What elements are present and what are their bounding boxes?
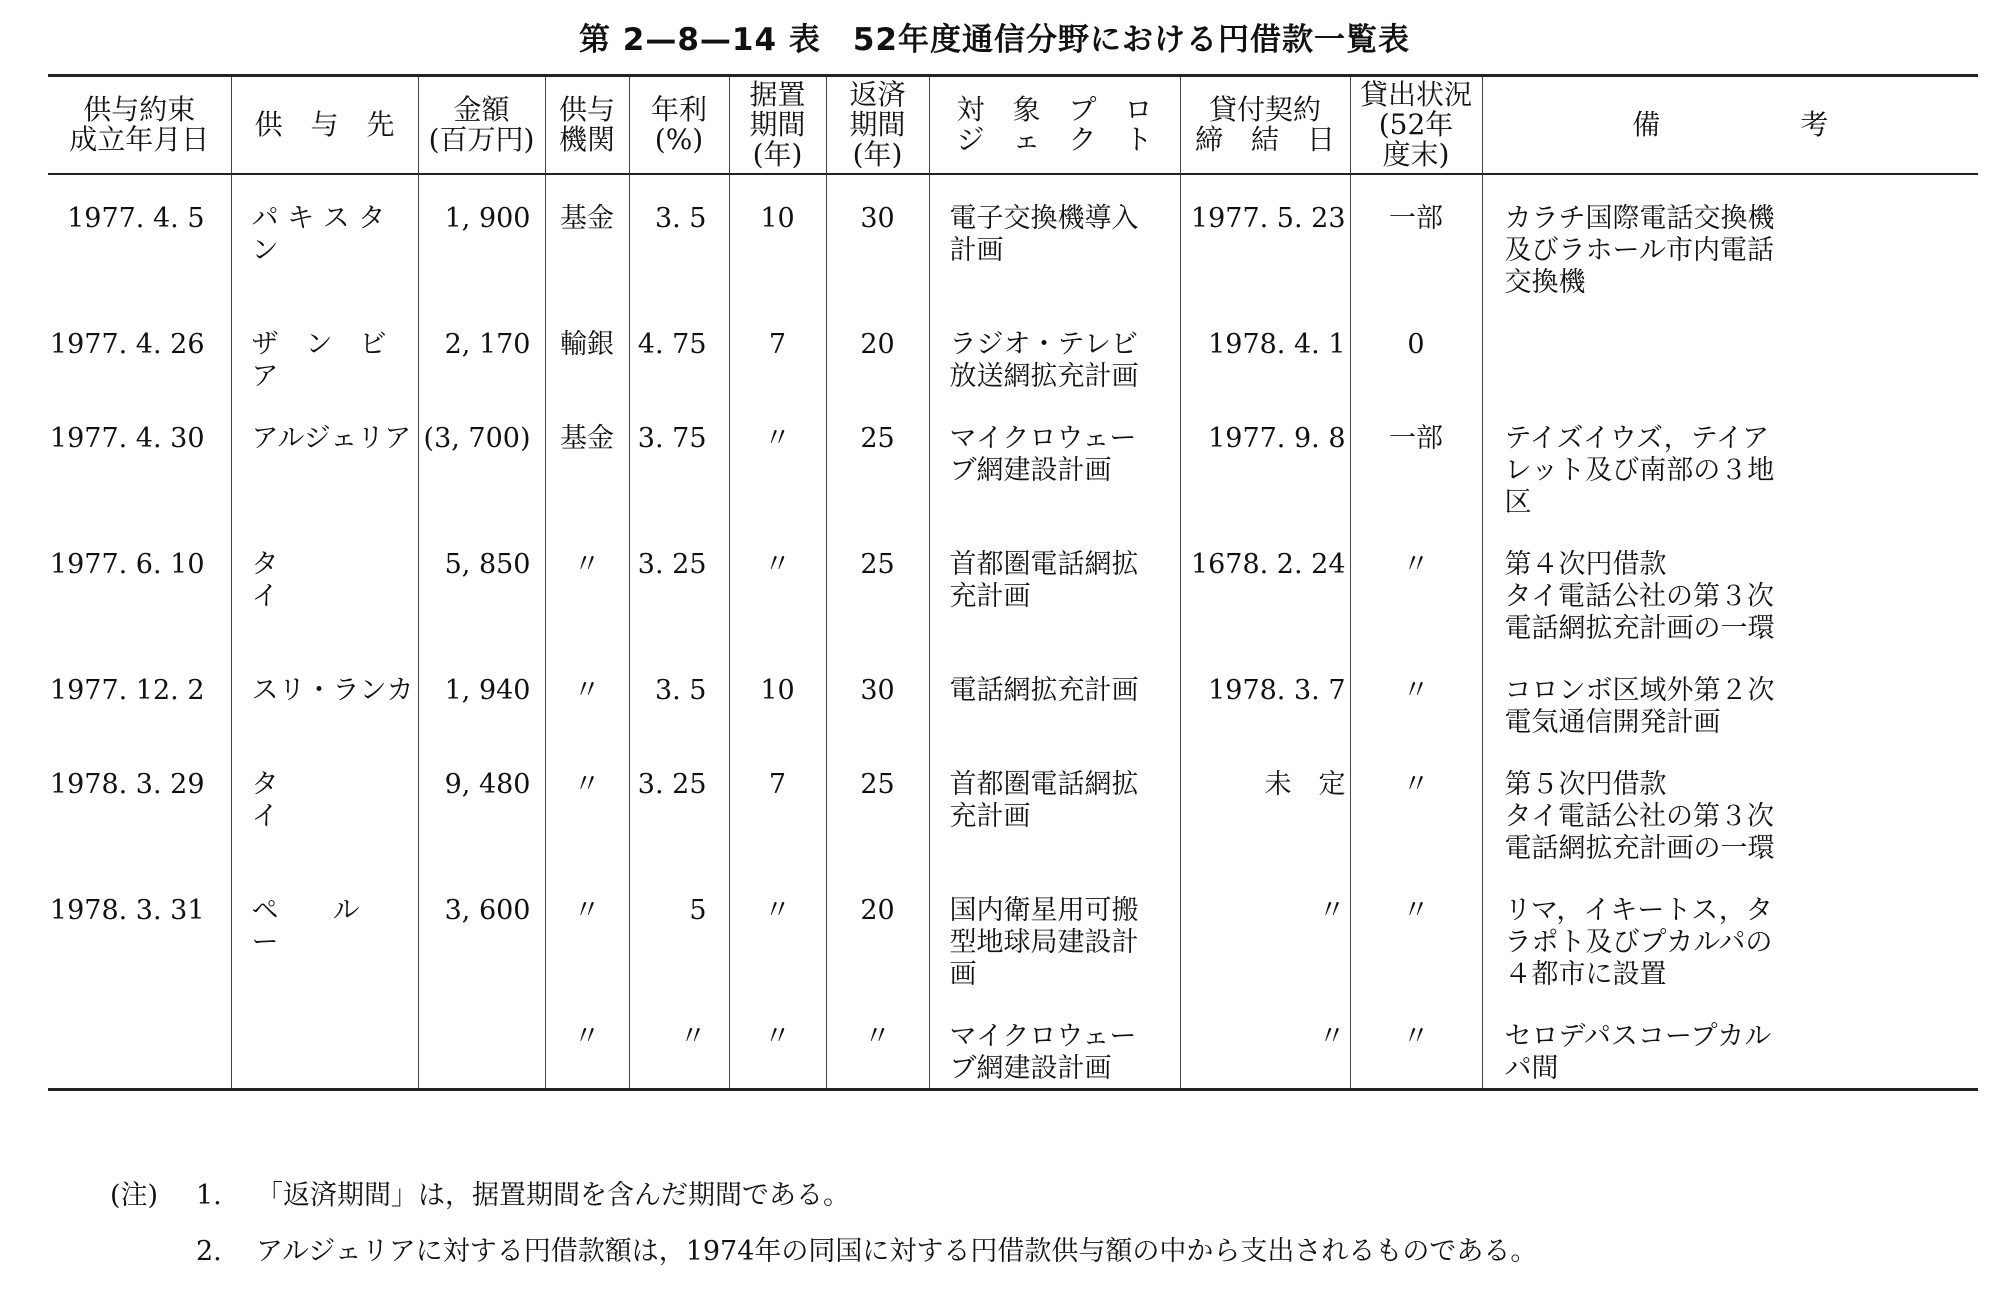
recipient-cell: パ キ ス タ ン bbox=[231, 174, 418, 299]
remarks-cell: リマ，イキートス，タ ラポト及びプカルパの ４都市に設置 bbox=[1482, 865, 1978, 991]
agency-cell: 〃 bbox=[545, 739, 629, 865]
project-cell: マイクロウェー ブ網建設計画 bbox=[929, 393, 1180, 519]
grace-period-cell: 〃 bbox=[729, 519, 826, 645]
remarks-cell bbox=[1482, 299, 1978, 393]
repayment-period-cell: 20 bbox=[826, 865, 929, 991]
interest-rate-cell: 3. 5 bbox=[629, 645, 729, 739]
table-title: 第 2—8—14 表 52年度通信分野における円借款一覧表 bbox=[578, 22, 1410, 58]
grace-period-cell: 〃 bbox=[729, 865, 826, 991]
interest-rate-cell: 〃 bbox=[629, 991, 729, 1089]
repayment-period-cell: 30 bbox=[826, 645, 929, 739]
contract-date-cell: 未 定 bbox=[1180, 739, 1350, 865]
disbursement-status-cell: 〃 bbox=[1350, 645, 1482, 739]
agency-cell: 基金 bbox=[545, 393, 629, 519]
project-cell: 首都圏電話網拡 充計画 bbox=[929, 519, 1180, 645]
amount-cell: 9, 480 bbox=[418, 739, 545, 865]
table-row bbox=[48, 739, 1978, 865]
grace-period-cell: 7 bbox=[729, 739, 826, 865]
agency-cell: 〃 bbox=[545, 519, 629, 645]
table-row bbox=[48, 519, 1978, 645]
repayment-period-cell: 30 bbox=[826, 174, 929, 299]
remarks-cell: コロンボ区域外第２次 電気通信開発計画 bbox=[1482, 645, 1978, 739]
disbursement-status-cell: 一部 bbox=[1350, 174, 1482, 299]
recipient-cell bbox=[231, 991, 418, 1089]
grant-date-cell: 1977. 4. 26 bbox=[49, 329, 205, 360]
header-cell: 据置 期間 (年) bbox=[729, 76, 826, 175]
repayment-period-cell: 25 bbox=[826, 393, 929, 519]
contract-date-cell: 〃 bbox=[1180, 991, 1350, 1089]
grant-date-cell: 1978. 3. 29 bbox=[49, 769, 205, 800]
interest-rate-cell: 4. 75 bbox=[629, 299, 729, 393]
remarks-cell: テイズイウズ，テイア レット及び南部の３地 区 bbox=[1482, 393, 1978, 519]
project-cell: 国内衛星用可搬 型地球局建設計 画 bbox=[929, 865, 1180, 991]
project-cell: 電話網拡充計画 bbox=[929, 645, 1180, 739]
contract-date-cell: 1978. 4. 1 bbox=[1180, 299, 1350, 393]
note-number: 1. bbox=[196, 1180, 222, 1211]
note-item bbox=[110, 1168, 1537, 1224]
amount-cell: 1, 940 bbox=[418, 645, 545, 739]
disbursement-status-cell: 〃 bbox=[1350, 865, 1482, 991]
grace-period-cell: 〃 bbox=[729, 991, 826, 1089]
amount-cell: 2, 170 bbox=[418, 299, 545, 393]
project-cell: ラジオ・テレビ 放送網拡充計画 bbox=[929, 299, 1180, 393]
table-row bbox=[48, 991, 1978, 1089]
header-cell: 年利 (%) bbox=[629, 76, 729, 175]
notes bbox=[110, 1168, 1537, 1280]
disbursement-status-cell: 〃 bbox=[1350, 991, 1482, 1089]
project-cell: 電子交換機導入 計画 bbox=[929, 174, 1180, 299]
grant-date-cell: 1977. 6. 10 bbox=[49, 549, 205, 580]
header-cell: 金額 (百万円) bbox=[418, 76, 545, 175]
project-cell: 首都圏電話網拡 充計画 bbox=[929, 739, 1180, 865]
disbursement-status-cell: 0 bbox=[1350, 299, 1482, 393]
table-row bbox=[48, 174, 1978, 299]
repayment-period-cell: 25 bbox=[826, 739, 929, 865]
loan-table bbox=[48, 74, 1978, 1091]
amount-cell bbox=[418, 991, 545, 1089]
grant-date-cell bbox=[48, 991, 231, 1089]
recipient-cell: タ イ bbox=[231, 519, 418, 645]
header-cell: 対 象 プ ロ ジ ェ ク ト bbox=[929, 76, 1180, 175]
amount-cell: 3, 600 bbox=[418, 865, 545, 991]
contract-date-cell: 1978. 3. 7 bbox=[1180, 645, 1350, 739]
amount-cell: 1, 900 bbox=[418, 174, 545, 299]
grace-period-cell: 〃 bbox=[729, 393, 826, 519]
disbursement-status-cell: 〃 bbox=[1350, 739, 1482, 865]
grace-period-cell: 7 bbox=[729, 299, 826, 393]
table-row bbox=[48, 645, 1978, 739]
contract-date-cell: 1977. 9. 8 bbox=[1180, 393, 1350, 519]
recipient-cell: ザ ン ビ ア bbox=[231, 299, 418, 393]
header-cell: 貸出状況 (52年 度末) bbox=[1350, 76, 1482, 175]
remarks-cell: カラチ国際電話交換機 及びラホール市内電話 交換機 bbox=[1482, 174, 1978, 299]
agency-cell: 基金 bbox=[545, 174, 629, 299]
table-row bbox=[48, 865, 1978, 991]
recipient-cell: スリ・ランカ bbox=[231, 645, 418, 739]
contract-date-cell: 1678. 2. 24 bbox=[1180, 519, 1350, 645]
grant-date-cell: 1977. 12. 2 bbox=[49, 675, 205, 706]
remarks-cell: 第５次円借款 タイ電話公社の第３次 電話網拡充計画の一環 bbox=[1482, 739, 1978, 865]
header-cell: 備 考 bbox=[1482, 76, 1978, 175]
agency-cell: 〃 bbox=[545, 865, 629, 991]
recipient-cell: ペ ル ー bbox=[231, 865, 418, 991]
recipient-cell: タ イ bbox=[231, 739, 418, 865]
interest-rate-cell: 5 bbox=[629, 865, 729, 991]
disbursement-status-cell: 一部 bbox=[1350, 393, 1482, 519]
repayment-period-cell: 25 bbox=[826, 519, 929, 645]
header-cell: 貸付契約 締 結 日 bbox=[1180, 76, 1350, 175]
grace-period-cell: 10 bbox=[729, 645, 826, 739]
note-text: 「返済期間」は，据置期間を含んだ期間である。 bbox=[256, 1180, 850, 1211]
agency-cell: 〃 bbox=[545, 645, 629, 739]
agency-cell: 輸銀 bbox=[545, 299, 629, 393]
header-cell: 返済 期間 (年) bbox=[826, 76, 929, 175]
grant-date-cell: 1977. 4. 5 bbox=[67, 203, 205, 234]
interest-rate-cell: 3. 25 bbox=[629, 519, 729, 645]
note-text: アルジェリアに対する円借款額は，1974年の同国に対する円借款供与額の中から支出されるものである。 bbox=[256, 1236, 1538, 1267]
remarks-cell: 第４次円借款 タイ電話公社の第３次 電話網拡充計画の一環 bbox=[1482, 519, 1978, 645]
note-item bbox=[110, 1224, 1537, 1280]
amount-cell: 5, 850 bbox=[418, 519, 545, 645]
header-cell: 供与約束 成立年月日 bbox=[48, 76, 231, 175]
amount-cell: (3, 700) bbox=[418, 393, 545, 519]
recipient-cell: アルジェリア bbox=[231, 393, 418, 519]
header-cell: 供与 機関 bbox=[545, 76, 629, 175]
remarks-cell: セロデパスコープカル パ間 bbox=[1482, 991, 1978, 1089]
contract-date-cell: 〃 bbox=[1180, 865, 1350, 991]
project-cell: マイクロウェー ブ網建設計画 bbox=[929, 991, 1180, 1089]
interest-rate-cell: 3. 75 bbox=[629, 393, 729, 519]
note-number: 2. bbox=[196, 1236, 222, 1267]
interest-rate-cell: 3. 25 bbox=[629, 739, 729, 865]
contract-date-cell: 1977. 5. 23 bbox=[1180, 174, 1350, 299]
grace-period-cell: 10 bbox=[729, 174, 826, 299]
agency-cell: 〃 bbox=[545, 991, 629, 1089]
repayment-period-cell: 20 bbox=[826, 299, 929, 393]
note-mark: (注) bbox=[110, 1180, 159, 1211]
disbursement-status-cell: 〃 bbox=[1350, 519, 1482, 645]
grant-date-cell: 1977. 4. 30 bbox=[49, 423, 205, 454]
table-row bbox=[48, 393, 1978, 519]
grant-date-cell: 1978. 3. 31 bbox=[49, 895, 205, 926]
header-row bbox=[48, 76, 1978, 175]
header-cell: 供 与 先 bbox=[231, 76, 418, 175]
repayment-period-cell: 〃 bbox=[826, 991, 929, 1089]
table-row bbox=[48, 299, 1978, 393]
interest-rate-cell: 3. 5 bbox=[629, 174, 729, 299]
